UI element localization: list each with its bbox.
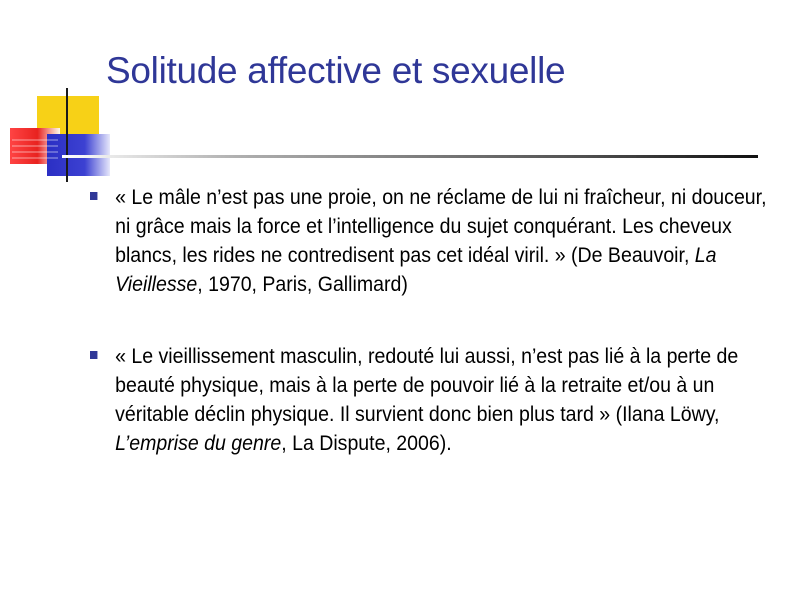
- citation-text: , La Dispute, 2006).: [281, 432, 452, 455]
- bullet-item-lowy-quote: [90, 342, 785, 458]
- quote-text: « Le mâle n’est pas une proie, on ne réclame de lui ni fraîcheur, ni douceur, ni grâce mais la force et l’intelligence du sujet conquérant. Les cheveux blancs, les rides ne contredisent pas cet idéal viril. » (De Beauvoir,: [115, 186, 767, 267]
- slide-title: Solitude affective et sexuelle: [106, 50, 566, 91]
- bullet-square-icon: [90, 192, 97, 200]
- book-title: La Vieillesse: [115, 244, 717, 296]
- bullet-list: [90, 183, 770, 458]
- bullet-item-beauvoir-quote: [90, 183, 785, 299]
- bullet-square-icon: [90, 351, 97, 359]
- citation-text: , 1970, Paris, Gallimard): [197, 273, 408, 296]
- book-title: L’emprise du genre: [115, 432, 282, 455]
- quote-text: « Le vieillissement masculin, redouté lui aussi, n’est pas lié à la perte de beauté physique, mais à la perte de pouvoir lié à la retraite et/ou à un véritable déclin physique. Il survient donc bien plus tard » (Ilana Löwy,: [115, 345, 739, 426]
- decorative-squares-graphic: [0, 0, 800, 190]
- title-underline: [62, 155, 758, 158]
